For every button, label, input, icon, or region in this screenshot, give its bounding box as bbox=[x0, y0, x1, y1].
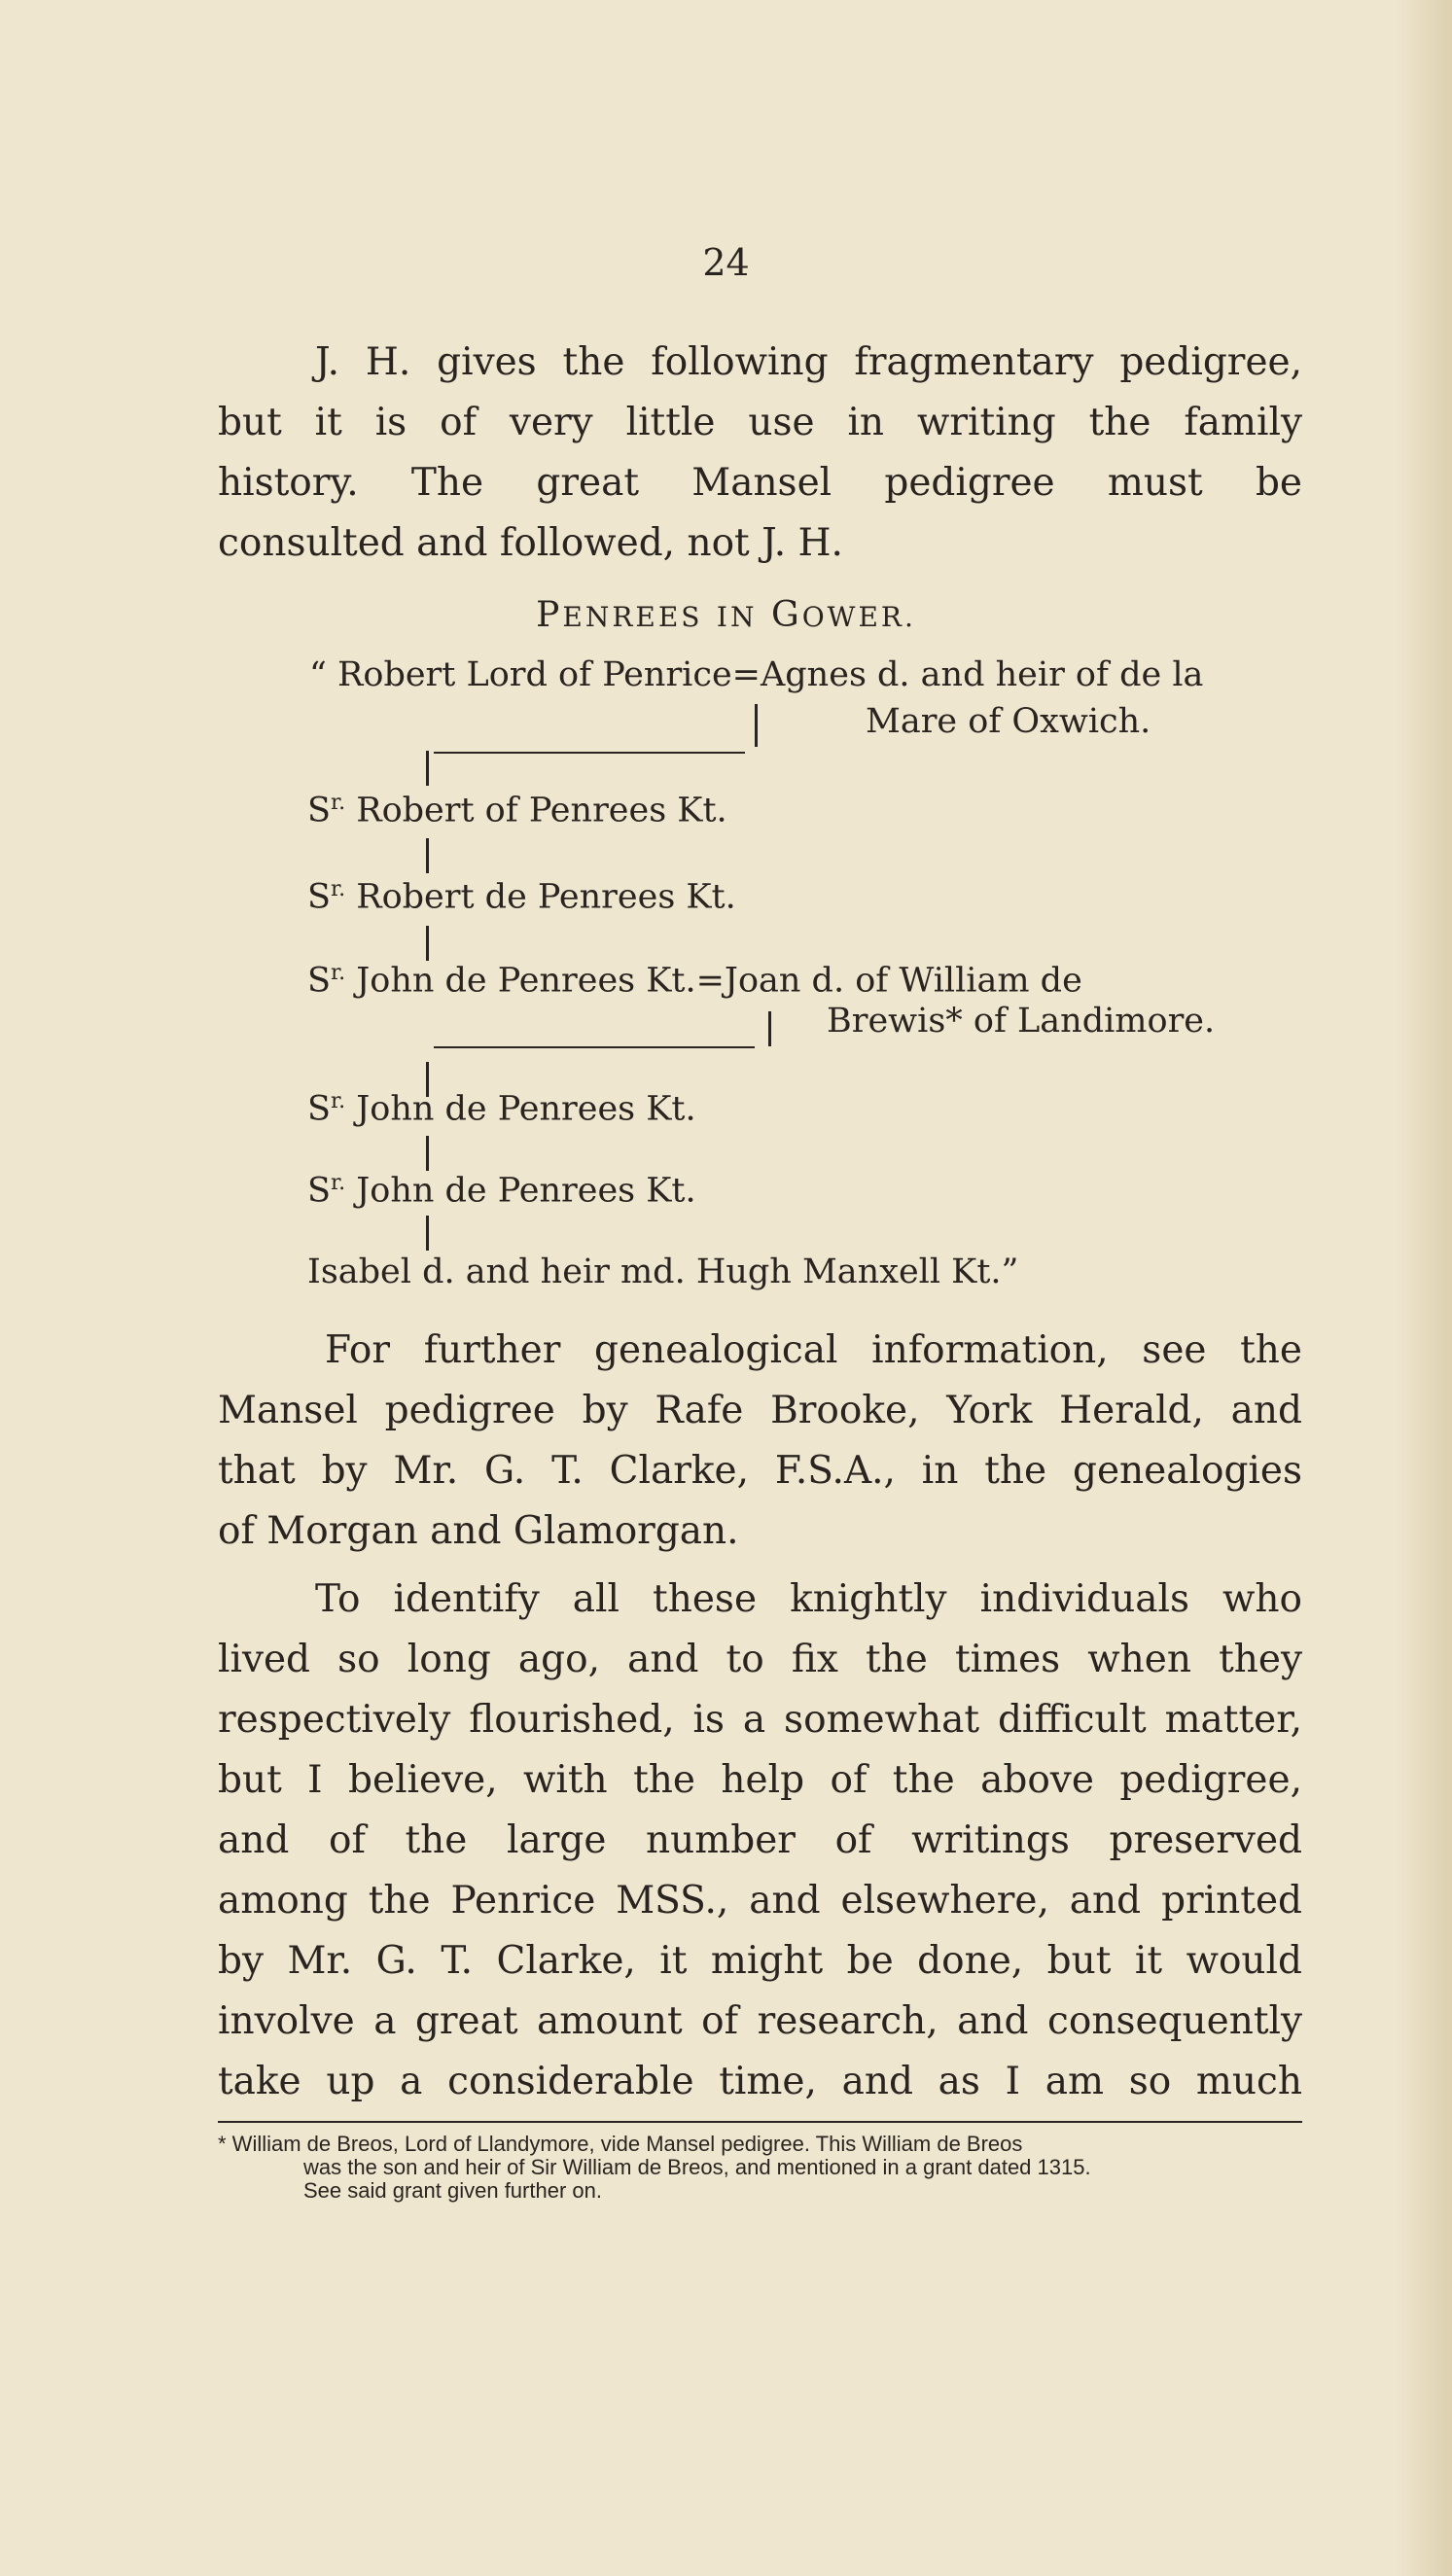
text-line: that by Mr. G. T. Clarke, F.S.A., in the genealogies bbox=[218, 1449, 1302, 1493]
pedigree-gen2: $S^{r.}$ Robert de Penrees Kt. bbox=[307, 877, 736, 917]
pedigree-gen3-cont: Brewis* of Landimore. bbox=[827, 1002, 1216, 1041]
identify-paragraph bbox=[218, 1570, 1302, 2112]
footnote-line: See said grant given further on. bbox=[303, 2178, 602, 2203]
pedigree-gen6: Isabel d. and heir md. Hugh Manxell Kt.” bbox=[307, 1253, 1019, 1291]
footnote-rule bbox=[218, 2121, 1302, 2123]
text-line: To identify all these knightly individuals who bbox=[315, 1577, 1302, 1621]
descent-line bbox=[426, 1216, 429, 1251]
footnote-line: * William de Breos, Lord of Llandymore, vide Mansel pedigree. This William de Breos bbox=[218, 2132, 1023, 2156]
pedigree-gen5: $S^{r.}$ John de Penrees Kt. bbox=[307, 1171, 696, 1211]
pedigree-root: “ Robert Lord of Penrice=Agnes d. and heir of de la bbox=[309, 655, 1204, 694]
marriage-line bbox=[768, 1011, 771, 1046]
text-line: consulted and followed, not J. H. bbox=[218, 521, 843, 565]
text-line: and of the large number of writings preserved bbox=[218, 1818, 1302, 1862]
pedigree-gen4: $S^{r.}$ John de Penrees Kt. bbox=[307, 1089, 696, 1129]
text-line: lived so long ago, and to fix the times when they bbox=[218, 1638, 1302, 1681]
text-line: For further genealogical information, see the bbox=[325, 1328, 1302, 1372]
text-line: Mansel pedigree by Rafe Brooke, York Herald, and bbox=[218, 1389, 1302, 1432]
genealogy-paragraph bbox=[218, 1321, 1302, 1562]
text-line: involve a great amount of research, and consequently bbox=[218, 1999, 1302, 2043]
text-line: among the Penrice MSS., and elsewhere, and printed bbox=[218, 1879, 1302, 1923]
text-line: but I believe, with the help of the above pedigree, bbox=[218, 1758, 1302, 1802]
descent-line bbox=[426, 926, 429, 961]
text-line: J. H. gives the following fragmentary pedigree, bbox=[315, 340, 1302, 384]
footnote-line: was the son and heir of Sir William de Breos, and mentioned in a grant dated 1315. bbox=[303, 2155, 1091, 2179]
page-edge bbox=[1394, 0, 1452, 2576]
text-line: by Mr. G. T. Clarke, it might be done, but it would bbox=[218, 1939, 1302, 1983]
descent-bar bbox=[434, 752, 745, 754]
text-line: but it is of very little use in writing the family bbox=[218, 401, 1302, 444]
text-line: of Morgan and Glamorgan. bbox=[218, 1509, 739, 1553]
descent-bar bbox=[434, 1046, 755, 1048]
text-line: history. The great Mansel pedigree must be bbox=[218, 461, 1302, 505]
pedigree-root-cont: Mare of Oxwich. bbox=[866, 702, 1151, 741]
pedigree-gen3: $S^{r.}$ John de Penrees Kt.=Joan d. of William de bbox=[307, 961, 1082, 1001]
descent-line bbox=[426, 751, 429, 786]
intro-paragraph bbox=[218, 333, 1302, 574]
text-line: take up a considerable time, and as I am so much bbox=[218, 2060, 1302, 2103]
pedigree-gen1: $S^{r.}$ Robert of Penrees Kt. bbox=[307, 791, 727, 830]
marriage-line bbox=[755, 704, 758, 747]
descent-line bbox=[426, 838, 429, 873]
page-number: 24 bbox=[702, 241, 750, 284]
text-line: respectively flourished, is a somewhat difficult matter, bbox=[218, 1698, 1302, 1742]
descent-line bbox=[426, 1136, 429, 1171]
footnote bbox=[218, 2133, 1302, 2203]
pedigree-heading: PENREES IN GOWER. bbox=[536, 595, 916, 635]
